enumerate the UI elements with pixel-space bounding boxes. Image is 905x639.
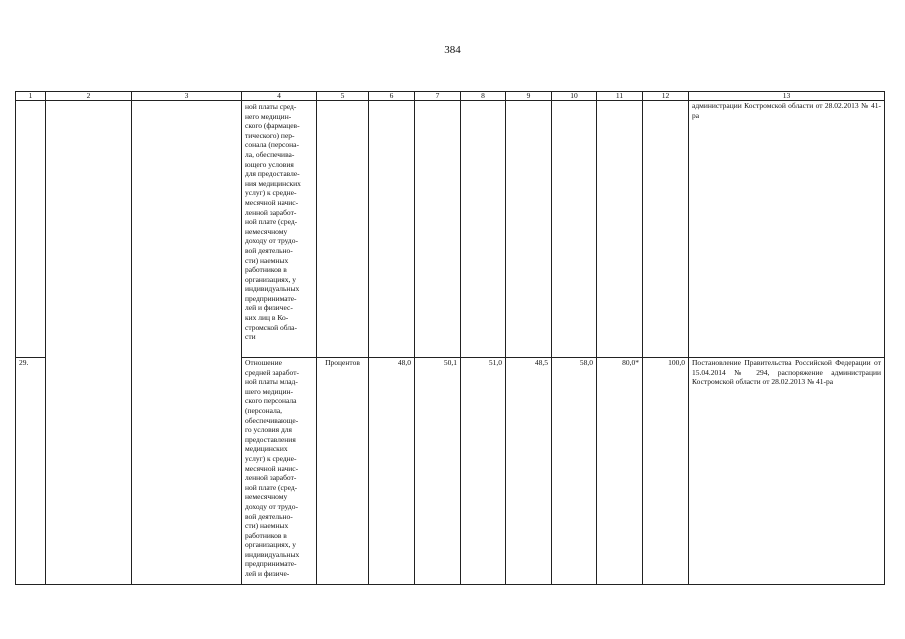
cell-indicator-name <box>242 358 317 585</box>
indicator-text-line: ной плате (сред- <box>245 217 298 227</box>
indicator-text-line: шего медицин- <box>245 386 293 396</box>
column-header-12: 12 <box>643 92 689 101</box>
column-header-1: 1 <box>16 92 46 101</box>
cell-value-10 <box>552 101 597 358</box>
cell-value-8: 51,0 <box>461 358 506 585</box>
column-header-5: 5 <box>317 92 369 101</box>
table-header-row <box>16 92 885 101</box>
indicator-text-line: работников в <box>245 530 287 540</box>
cell-value-12 <box>643 101 689 358</box>
column-header-13: 13 <box>689 92 885 101</box>
indicator-text-line: месячной начис- <box>245 463 299 473</box>
indicator-text-line: медицинских <box>245 444 288 454</box>
cell-program <box>46 101 132 585</box>
indicator-text-line: вой деятельно- <box>245 245 293 255</box>
column-header-6: 6 <box>369 92 415 101</box>
indicator-text-line: сти <box>245 332 256 342</box>
indicator-text-line: сонала (персона- <box>245 140 299 150</box>
column-header-8: 8 <box>461 92 506 101</box>
indicator-text-line: немесячному <box>245 226 288 236</box>
cell-unit <box>317 101 369 358</box>
cell-goal <box>132 101 242 585</box>
column-header-7: 7 <box>415 92 461 101</box>
indicator-text-line: услуг) к средне- <box>245 453 297 463</box>
indicator-text-line: индивидуальных <box>245 284 300 294</box>
indicator-text-line: предоставления <box>245 434 296 444</box>
indicator-text-line: ких лиц в Ко- <box>245 313 289 323</box>
cell-value-10: 58,0 <box>552 358 597 585</box>
indicator-text-line: услуг) к средне- <box>245 188 297 198</box>
indicator-text-line: доходу от трудо- <box>245 501 298 511</box>
column-header-3: 3 <box>132 92 242 101</box>
indicator-text-line: лей и физиче- <box>245 569 290 579</box>
indicator-text-line: средней заработ- <box>245 367 299 377</box>
indicator-text-line: сти) наемных <box>245 255 289 265</box>
column-header-11: 11 <box>597 92 643 101</box>
cell-value-11 <box>597 101 643 358</box>
cell-legal-basis: администрации Костромской области от 28.02.2013 № 41-ра <box>689 101 885 358</box>
cell-legal-basis: Постановление Правительства Российской Федерации от 15.04.2014 № 294, распоряжение администрации Костромской области от 28.02.2013 № 41-ра <box>689 358 885 585</box>
column-header-2: 2 <box>46 92 132 101</box>
column-header-4: 4 <box>242 92 317 101</box>
indicator-text-line: Отношение <box>245 358 282 367</box>
indicator-text-line: ского персонала <box>245 396 297 406</box>
indicator-text-line: предпринимате- <box>245 293 297 303</box>
indicator-text-line: сти) наемных <box>245 521 289 531</box>
indicator-text-line: вой деятельно- <box>245 511 293 521</box>
indicator-text-line: ленной заработ- <box>245 207 297 217</box>
cell-value-7: 50,1 <box>415 358 461 585</box>
indicator-text-line: ния медицинских <box>245 178 301 188</box>
indicators-table <box>15 91 885 585</box>
indicator-text-line: работников в <box>245 265 287 275</box>
indicator-text-line: ского (фармацев- <box>245 121 300 131</box>
indicator-text-line: обеспечивающе- <box>245 415 299 425</box>
indicator-text-line: предпринимате- <box>245 559 297 569</box>
indicator-text-line: ной платы млад- <box>245 377 298 387</box>
cell-value-9 <box>506 101 552 358</box>
indicator-text-line: организациях, у <box>245 274 296 284</box>
cell-value-6: 48,0 <box>369 358 415 585</box>
indicator-text-line: для предоставле- <box>245 169 300 179</box>
indicator-text-line: немесячному <box>245 492 288 502</box>
indicator-text-line: ющего условия <box>245 159 294 169</box>
indicator-text-line: него медицин- <box>245 111 292 121</box>
page-number: 384 <box>444 44 461 56</box>
cell-value-9: 48,5 <box>506 358 552 585</box>
column-header-9: 9 <box>506 92 552 101</box>
indicator-text-line: (персонала, <box>245 405 283 415</box>
table-row <box>16 101 885 358</box>
indicator-text-line: ной плате (сред- <box>245 482 298 492</box>
indicator-text-line: организациях, у <box>245 540 296 550</box>
indicator-text-line: тического) пер- <box>245 130 295 140</box>
cell-number: 29. <box>16 358 46 585</box>
cell-unit: Процентов <box>317 358 369 585</box>
indicator-text-line: го условия для <box>245 425 292 435</box>
indicator-text-line: доходу от трудо- <box>245 236 298 246</box>
indicator-text-line: ла, обеспечива- <box>245 149 295 159</box>
indicator-text-line: лей и физичес- <box>245 303 293 313</box>
cell-value-8 <box>461 101 506 358</box>
indicator-text-line: ленной заработ- <box>245 473 297 483</box>
cell-value-11: 80,0* <box>597 358 643 585</box>
cell-number <box>16 101 46 358</box>
cell-value-6 <box>369 101 415 358</box>
column-header-10: 10 <box>552 92 597 101</box>
indicator-text-line: индивидуальных <box>245 549 300 559</box>
indicator-text-line: месячной начис- <box>245 197 299 207</box>
cell-indicator-name <box>242 101 317 358</box>
cell-value-12: 100,0 <box>643 358 689 585</box>
indicator-text-line: ной платы сред- <box>245 102 297 111</box>
cell-value-7 <box>415 101 461 358</box>
indicator-text-line: стромской обла- <box>245 322 297 332</box>
